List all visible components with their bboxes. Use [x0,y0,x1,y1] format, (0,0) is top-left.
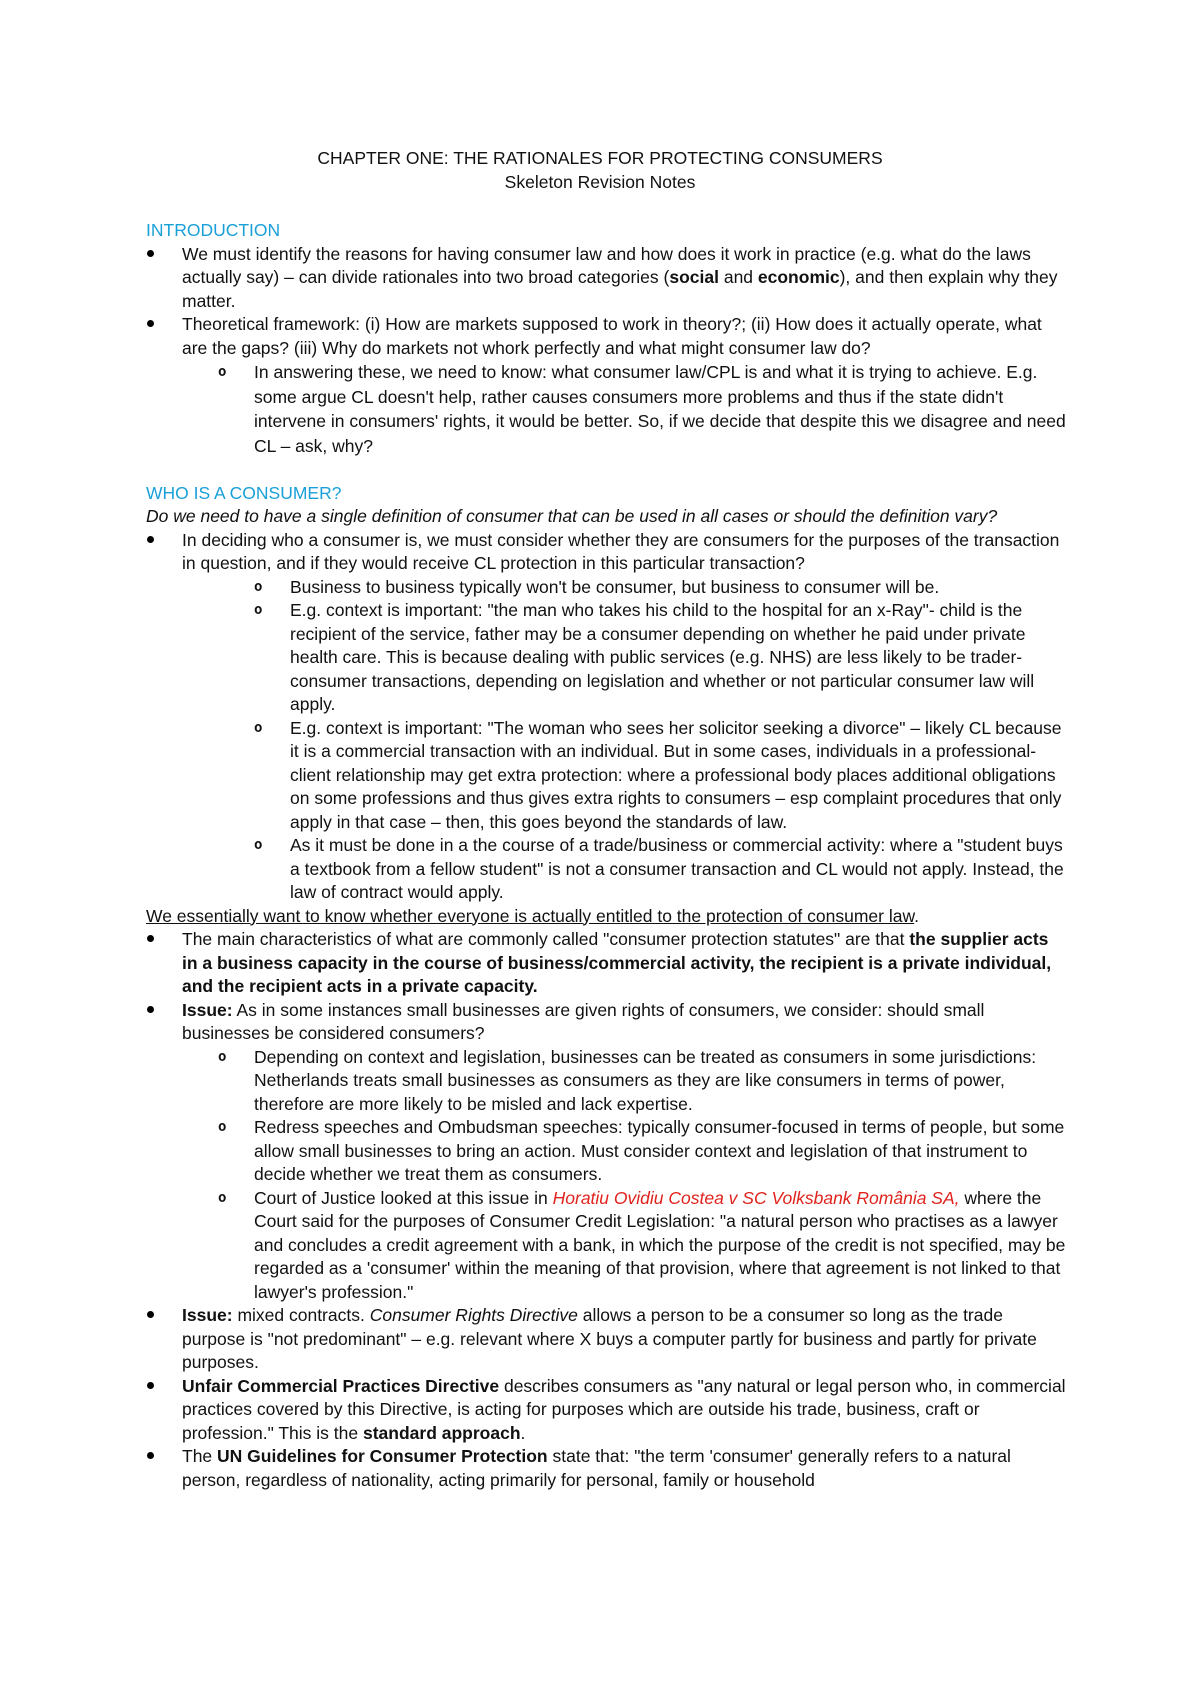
case-citation: Horatiu Ovidiu Costea v SC Volksbank România SA, [552,1187,960,1208]
sub-list-item: o In answering these, we need to know: what consumer law/CPL is and what it is trying to achieve. E.g. some argue CL doesn't help, rather causes consumers more problems and thus if the state didn't intervene in consumers' rights, it would be better. So, if we decide that despite this we disagree and need CL – ask, why? [218,360,1066,458]
list-item: The UN Guidelines for Consumer Protection state that: "the term 'consumer' generally refers to a natural person, regardless of nationality, acting primarily for personal, family or household [146,1445,1066,1492]
intro-list [146,243,1066,459]
sub-list-item: o Depending on context and legislation, businesses can be treated as consumers in some jurisdictions: Netherlands treats small businesses as consumers as they are like consumers in terms of power, therefore are more likely to be misled and lack expertise. [218,1046,1066,1117]
list-item: Issue: mixed contracts. Consumer Rights Directive allows a person to be a consumer so long as the trade purpose is "not predominant" – e.g. relevant where X buys a computer partly for business and partly for private purposes. [146,1304,1066,1375]
list-item: Issue: As in some instances small businesses are given rights of consumers, we consider: should small businesses be considered consumers? o Depending on context and legislation, businesses can be treated as consumers in some jurisdictions: Netherlands treats small businesses as consumers as they are like consumers in terms of power, therefore are more likely to be misled and lack expertise. o Redress speeches and Ombudsman speeches: typically consumer-focused in terms of people, but some allow small businesses to bring an action. Must consider context and legislation of that instrument to decide whether we treat them as consumers. o Court of Justice looked at this issue in Horatiu Ovidiu Costea v SC Volksbank România SA, where the Court said for the purposes of Consumer Credit Legislation: "a natural person who practises as a lawyer and concludes a credit agreement with a bank, in which the purpose of the credit is not specified, may be regarded as a 'consumer' within the meaning of that provision, where that agreement is not linked to that lawyer's profession." [146,999,1066,1305]
sub-list [182,360,1066,458]
sub-list-item: o E.g. context is important: "the man who takes his child to the hospital for an x-Ray"- child is the recipient of the service, father may be a consumer depending on whether he paid under private health care. This is because dealing with public services (e.g. NHS) are less likely to be trader-consumer transactions, depending on legislation and whether or not particular consumer law will apply. [254,599,1066,717]
sub-list-item: o Business to business typically won't be consumer, but business to consumer will be. [254,576,1066,600]
section-heading-who-is-a-consumer: WHO IS A CONSUMER? [146,482,342,503]
document-subtitle: Skeleton Revision Notes [504,171,696,192]
document-body [146,219,1066,1492]
document-title: CHAPTER ONE: THE RATIONALES FOR PROTECTING CONSUMERS [317,148,883,168]
sub-list-item: o Court of Justice looked at this issue in Horatiu Ovidiu Costea v SC Volksbank România SA, where the Court said for the purposes of Consumer Credit Legislation: "a natural person who practises as a lawyer and concludes a credit agreement with a bank, in which the purpose of the credit is not specified, may be regarded as a 'consumer' within the meaning of that provision, where that agreement is not linked to that lawyer's profession." [218,1187,1066,1305]
who-list-1 [146,529,1066,905]
sub-list-item: o E.g. context is important: "The woman who sees her solicitor seeking a divorce" – likely CL because it is a commercial transaction with an individual. But in some cases, individuals in a professional-client relationship may get extra protection: where a professional body places additional obligations on some professions and thus gives extra rights to consumers – esp complaint procedures that only apply in that case – then, this goes beyond the standards of law. [254,717,1066,835]
list-item: Theoretical framework: (i) How are markets supposed to work in theory?; (ii) How does it actually operate, what are the gaps? (iii) Why do markets not whork perfectly and what might consumer law do? o In answering these, we need to know: what consumer law/CPL is and what it is trying to achieve. E.g. some argue CL doesn't help, rather causes consumers more problems and thus if the state didn't intervene in consumers' rights, it would be better. So, if we decide that despite this we disagree and need CL – ask, why? [146,313,1066,458]
list-item: The main characteristics of what are commonly called "consumer protection statutes" are that the supplier acts in a business capacity in the course of business/commercial activity, the recipient is a private individual, and the recipient acts in a private capacity. [146,928,1066,999]
sub-list [182,576,1066,905]
sub-list-item: o As it must be done in a the course of a trade/business or commercial activity: where a "student buys a textbook from a fellow student" is not a consumer transaction and CL would not apply. Instead, the law of contract would apply. [254,834,1066,905]
section-question: Do we need to have a single definition of consumer that can be used in all cases or should the definition vary? [146,506,998,526]
list-item: Unfair Commercial Practices Directive describes consumers as "any natural or legal person who, in commercial practices covered by this Directive, is acting for purposes which are outside his trade, business, craft or profession." This is the standard approach. [146,1375,1066,1446]
section-heading-introduction: INTRODUCTION [146,220,281,240]
list-item: We must identify the reasons for having consumer law and how does it work in practice (e.g. what do the laws actually say) – can divide rationales into two broad categories (social and economic), and then explain why they matter. [146,243,1066,314]
sub-list-item: o Redress speeches and Ombudsman speeches: typically consumer-focused in terms of people, but some allow small businesses to bring an action. Must consider context and legislation of that instrument to decide whether we treat them as consumers. [218,1116,1066,1187]
sub-list [182,1046,1066,1305]
who-list-2 [146,928,1066,1492]
underlined-statement: We essentially want to know whether everyone is actually entitled to the protection of consumer law. [146,905,920,926]
document-header [0,147,1200,194]
list-item: In deciding who a consumer is, we must consider whether they are consumers for the purposes of the transaction in question, and if they would receive CL protection in this particular transaction? o Business to business typically won't be consumer, but business to consumer will be. o E.g. context is important: "the man who takes his child to the hospital for an x-Ray"- child is the recipient of the service, father may be a consumer depending on whether he paid under private health care. This is because dealing with public services (e.g. NHS) are less likely to be trader-consumer transactions, depending on legislation and whether or not particular consumer law will apply. o E.g. context is important: "The woman who sees her solicitor seeking a divorce" – likely CL because it is a commercial transaction with an individual. But in some cases, individuals in a professional-client relationship may get extra protection: where a professional body places additional obligations on some professions and thus gives extra rights to consumers – esp complaint procedures that only apply in that case – then, this goes beyond the standards of law. o As it must be done in a the course of a trade/business or commercial activity: where a "student buys a textbook from a fellow student" is not a consumer transaction and CL would not apply. Instead, the law of contract would apply. [146,529,1066,905]
